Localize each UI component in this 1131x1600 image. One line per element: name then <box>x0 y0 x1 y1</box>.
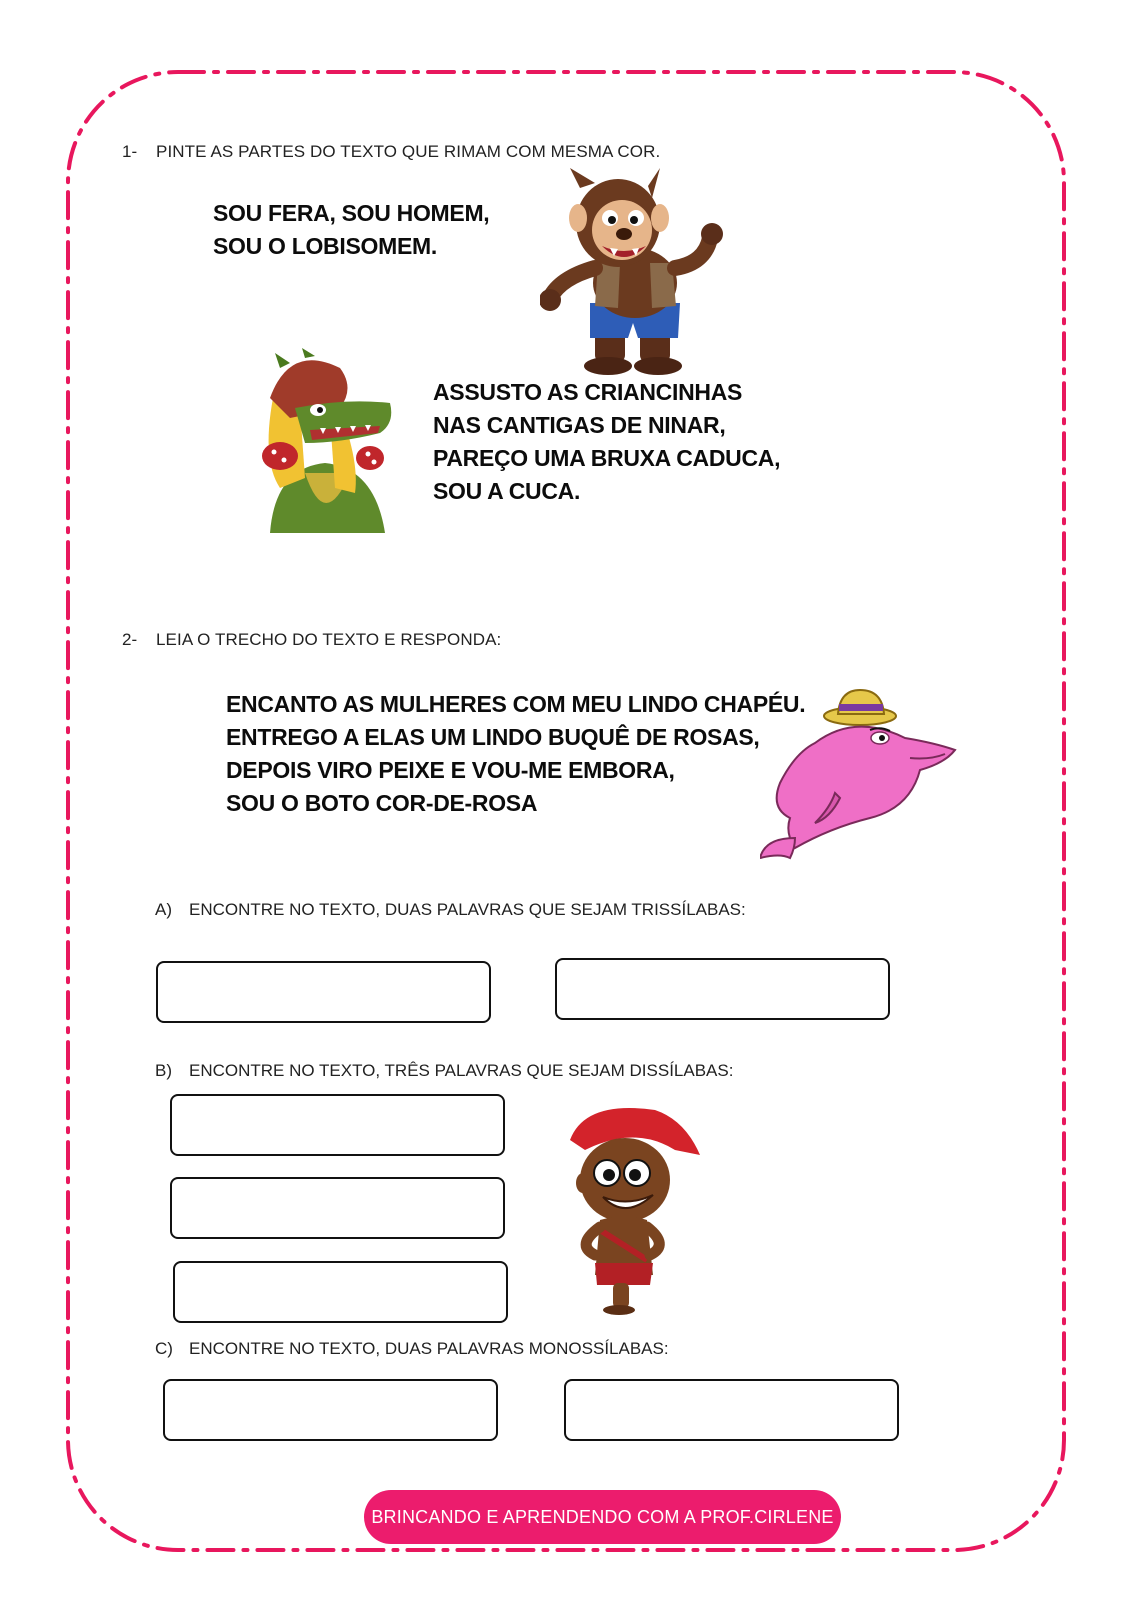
question-1-instruction <box>122 142 660 162</box>
boto-verse <box>226 688 805 820</box>
verse-line: SOU O LOBISOMEM. <box>213 233 437 259</box>
item-a-letter: A) <box>155 900 172 919</box>
verse-line: PAREÇO UMA BRUXA CADUCA, <box>433 445 781 471</box>
item-c-text: ENCONTRE NO TEXTO, DUAS PALAVRAS MONOSSÍLABAS: <box>189 1339 669 1358</box>
verse-line: SOU O BOTO COR-DE-ROSA <box>226 790 538 816</box>
pink-dolphin-illustration <box>760 688 965 868</box>
question-2-text: LEIA O TRECHO DO TEXTO E RESPONDA: <box>156 630 502 649</box>
answer-box-c1[interactable] <box>163 1379 498 1441</box>
verse-line: ENCANTO AS MULHERES COM MEU LINDO CHAPÉU. <box>226 691 806 717</box>
answer-box-c2[interactable] <box>564 1379 899 1441</box>
item-b-prompt <box>155 1061 733 1081</box>
lobisomem-verse <box>213 197 489 263</box>
question-1-text: PINTE AS PARTES DO TEXTO QUE RIMAM COM MESMA COR. <box>156 142 661 161</box>
answer-box-a2[interactable] <box>555 958 890 1020</box>
item-a-text: ENCONTRE NO TEXTO, DUAS PALAVRAS QUE SEJAM TRISSÍLABAS: <box>189 900 746 919</box>
answer-box-b1[interactable] <box>170 1094 505 1156</box>
verse-line: ENTREGO A ELAS UM LINDO BUQUÊ DE ROSAS, <box>226 724 760 750</box>
answer-box-a1[interactable] <box>156 961 491 1023</box>
cuca-verse <box>433 376 780 508</box>
item-b-text: ENCONTRE NO TEXTO, TRÊS PALAVRAS QUE SEJAM DISSÍLABAS: <box>189 1061 734 1080</box>
answer-box-b2[interactable] <box>170 1177 505 1239</box>
verse-line: SOU FERA, SOU HOMEM, <box>213 200 490 226</box>
answer-box-b3[interactable] <box>173 1261 508 1323</box>
cuca-illustration <box>250 348 400 533</box>
verse-line: DEPOIS VIRO PEIXE E VOU-ME EMBORA, <box>226 757 675 783</box>
item-c-letter: C) <box>155 1339 173 1358</box>
item-a-prompt <box>155 900 746 920</box>
question-2-instruction <box>122 630 501 650</box>
verse-line: NAS CANTIGAS DE NINAR, <box>433 412 726 438</box>
verse-line: SOU A CUCA. <box>433 478 581 504</box>
saci-illustration <box>565 1105 705 1315</box>
werewolf-illustration <box>540 168 755 378</box>
verse-line: ASSUSTO AS CRIANCINHAS <box>433 379 743 405</box>
item-c-prompt <box>155 1339 669 1359</box>
item-b-letter: B) <box>155 1061 172 1080</box>
question-1-number: 1- <box>122 142 138 161</box>
question-2-number: 2- <box>122 630 138 649</box>
footer-banner: BRINCANDO E APRENDENDO COM A PROF.CIRLENE <box>364 1490 841 1544</box>
